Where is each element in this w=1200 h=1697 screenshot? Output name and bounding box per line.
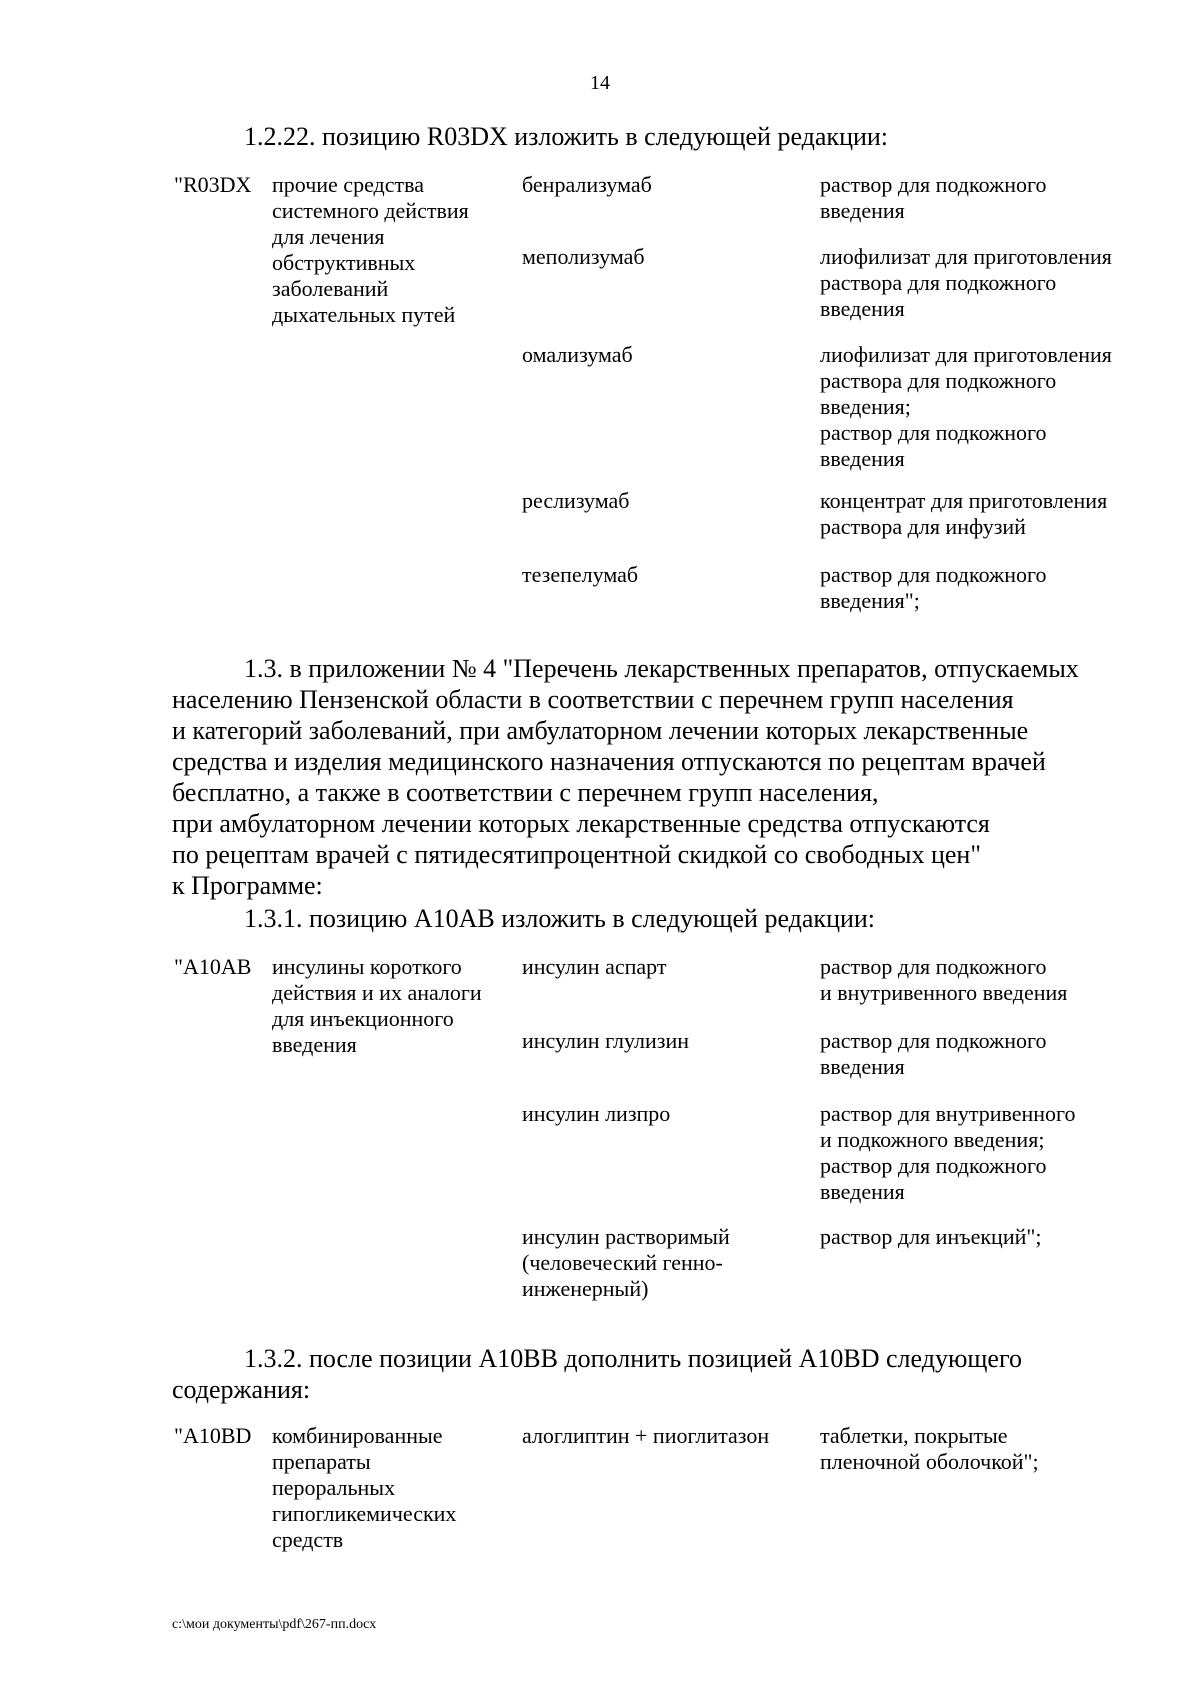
dosage-form-line: раствора для инфузий xyxy=(820,514,1026,539)
dosage-form-line: пленочной оболочкой"; xyxy=(820,1449,1039,1474)
dosage-form-line: концентрат для приготовления xyxy=(820,488,1108,513)
dosage-form-line: раствора для подкожного xyxy=(820,368,1057,393)
group-line: пероральных xyxy=(272,1475,396,1500)
paragraph-line: содержания: xyxy=(172,1375,311,1404)
drug-name xyxy=(522,172,652,198)
paragraph-line: средства и изделия медицинского назначения отпускаются по рецептам врачей xyxy=(172,747,1046,776)
dosage-form xyxy=(820,1028,1046,1080)
pharmacological-group xyxy=(272,954,482,1058)
section-1-3-1-heading: 1.3.1. позицию A10AB изложить в следующей редакции: xyxy=(244,904,876,933)
dosage-form xyxy=(820,172,1046,224)
group-line: действия и их аналоги xyxy=(272,980,482,1005)
group-line: заболеваний xyxy=(272,276,389,301)
atc-code: "A10BD xyxy=(174,1423,252,1448)
drug-name-line: (человеческий генно- xyxy=(522,1250,723,1275)
paragraph-line: по рецептам врачей с пятидесятипроцентной скидкой со свободных цен" xyxy=(172,840,981,869)
pharmacological-group xyxy=(272,1423,456,1553)
group-line: прочие средства xyxy=(272,172,424,197)
dosage-form-line: раствор для подкожного xyxy=(820,172,1047,197)
dosage-form-line: раствор для подкожного xyxy=(820,1028,1047,1053)
group-line: для инъекционного xyxy=(272,1006,454,1031)
dosage-form xyxy=(820,562,1046,614)
drug-name xyxy=(522,562,638,588)
drug-name-line: реслизумаб xyxy=(522,488,630,513)
dosage-form xyxy=(820,488,1107,540)
group-line: средств xyxy=(272,1527,344,1552)
paragraph-line: при амбулаторном лечении которых лекарственные средства отпускаются xyxy=(172,809,990,838)
paragraph-line: бесплатно, а также в соответствии с перечнем групп населения, xyxy=(172,778,879,807)
group-line: для лечения xyxy=(272,224,385,249)
paragraph-line: 1.3.2. после позиции A10BB дополнить позицией A10BD следующего xyxy=(244,1344,1022,1373)
drug-name-line: меполизумаб xyxy=(522,244,645,269)
page-number: 14 xyxy=(590,72,610,94)
section-1-3-2-paragraph xyxy=(172,1343,1145,1405)
group-line: обструктивных xyxy=(272,250,416,275)
dosage-form-line: раствор для подкожного xyxy=(820,1153,1047,1178)
paragraph-line: к Программе: xyxy=(172,871,323,900)
group-line: дыхательных путей xyxy=(272,302,456,327)
drug-name-line: инсулин аспарт xyxy=(522,954,667,979)
dosage-form-line: раствор для подкожного xyxy=(820,954,1047,979)
dosage-form-line: и подкожного введения; xyxy=(820,1127,1045,1152)
drug-name xyxy=(522,1028,689,1054)
paragraph-line: и категорий заболеваний, при амбулаторном лечении которых лекарственные xyxy=(172,716,1029,745)
drug-name-line: тезепелумаб xyxy=(522,562,639,587)
dosage-form-line: раствора для подкожного xyxy=(820,270,1057,295)
group-line: препараты xyxy=(272,1449,371,1474)
dosage-form-line: лиофилизат для приготовления xyxy=(820,244,1112,269)
drug-name-line: инсулин растворимый xyxy=(522,1224,730,1249)
drug-name xyxy=(522,1224,730,1302)
drug-name-line: инсулин лизпро xyxy=(522,1101,671,1126)
group-line: инсулины короткого xyxy=(272,954,462,979)
section-1-2-22-heading: 1.2.22. позицию R03DX изложить в следующей редакции: xyxy=(244,122,889,151)
drug-name-line: инсулин глулизин xyxy=(522,1028,689,1053)
dosage-form xyxy=(820,1224,1041,1250)
dosage-form-line: лиофилизат для приготовления xyxy=(820,342,1112,367)
file-path-footer: c:\мои документы\pdf\267-пп.docx xyxy=(172,1617,377,1632)
dosage-form-line: таблетки, покрытые xyxy=(820,1423,1008,1448)
dosage-form xyxy=(820,244,1112,322)
drug-name xyxy=(522,1423,769,1449)
dosage-form-line: раствор для подкожного xyxy=(820,420,1047,445)
dosage-form-line: введения xyxy=(820,1179,905,1204)
dosage-form-line: раствор для внутривенного xyxy=(820,1101,1076,1126)
drug-name xyxy=(522,488,630,514)
dosage-form-line: введения; xyxy=(820,394,911,419)
drug-name-line: омализумаб xyxy=(522,342,633,367)
dosage-form xyxy=(820,342,1112,472)
drug-name xyxy=(522,244,645,270)
dosage-form-line: раствор для инъекций"; xyxy=(820,1224,1042,1249)
group-line: комбинированные xyxy=(272,1423,443,1448)
group-line: гипогликемических xyxy=(272,1501,457,1526)
dosage-form xyxy=(820,1101,1076,1205)
dosage-form-line: введения xyxy=(820,446,905,471)
paragraph-line: 1.3. в приложении № 4 "Перечень лекарственных препаратов, отпускаемых xyxy=(244,654,1079,683)
atc-code: "A10AB xyxy=(174,954,252,979)
dosage-form-line: раствор для подкожного xyxy=(820,562,1047,587)
pharmacological-group xyxy=(272,172,469,328)
drug-name-line: инженерный) xyxy=(522,1276,649,1301)
group-line: введения xyxy=(272,1032,357,1057)
paragraph-line: населению Пензенской области в соответствии с перечнем групп населения xyxy=(172,685,1014,714)
drug-name xyxy=(522,954,666,980)
dosage-form xyxy=(820,954,1067,1006)
drug-name xyxy=(522,342,633,368)
dosage-form xyxy=(820,1423,1039,1475)
dosage-form-line: введения xyxy=(820,1054,905,1079)
drug-name-line: алоглиптин + пиоглитазон xyxy=(522,1423,770,1448)
atc-code: "R03DX xyxy=(174,172,252,197)
dosage-form-line: введения"; xyxy=(820,588,920,613)
dosage-form-line: введения xyxy=(820,198,905,223)
group-line: системного действия xyxy=(272,198,469,223)
drug-name-line: бенрализумаб xyxy=(522,172,652,197)
section-1-3-paragraph xyxy=(172,653,1145,901)
dosage-form-line: введения xyxy=(820,296,905,321)
dosage-form-line: и внутривенного введения xyxy=(820,980,1068,1005)
drug-name xyxy=(522,1101,670,1127)
